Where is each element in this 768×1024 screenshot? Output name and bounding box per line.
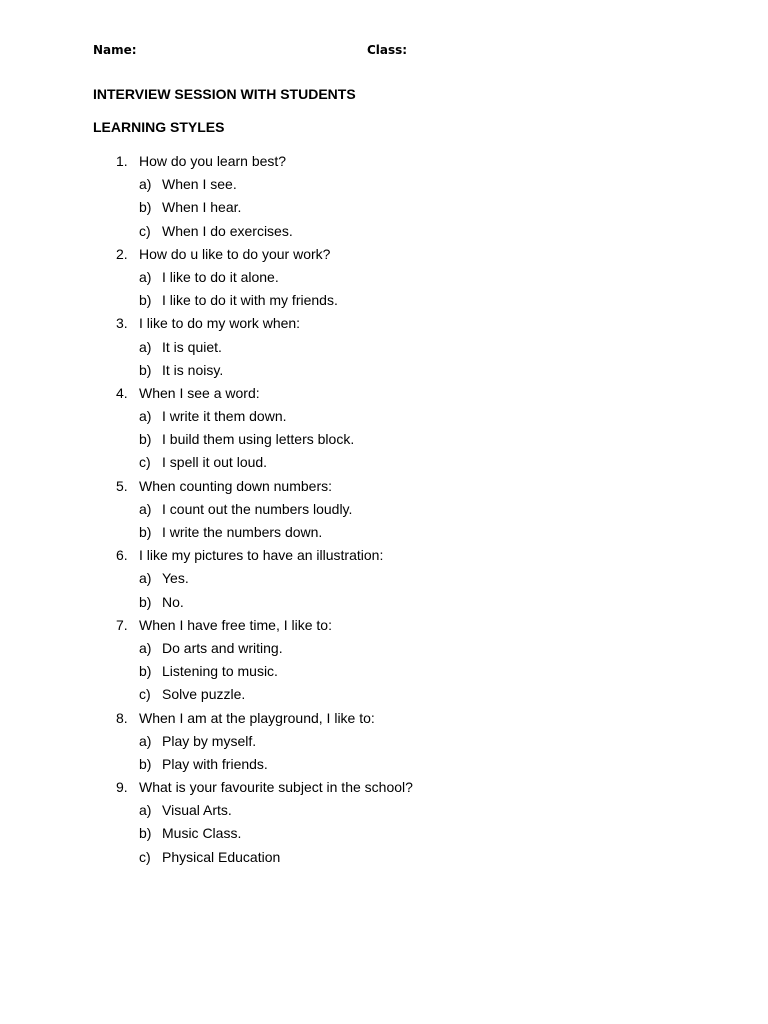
option-text: When I see. (162, 176, 237, 193)
option-text: It is quiet. (162, 338, 222, 355)
answer-option (0, 638, 768, 661)
option-letter: a) (139, 639, 152, 656)
option-text: I like to do it alone. (162, 268, 279, 285)
question-number: 5. (116, 477, 128, 494)
option-text: I write it them down. (162, 408, 287, 425)
option-letter: b) (139, 361, 152, 378)
option-letter: c) (139, 686, 151, 703)
answer-option (0, 731, 768, 754)
question-text: When counting down numbers: (139, 477, 332, 494)
question-item (0, 244, 768, 267)
question-number: 9. (116, 779, 128, 796)
question-number: 6. (116, 547, 128, 564)
header-row (93, 43, 693, 61)
option-text: It is noisy. (162, 361, 224, 378)
option-text: Solve puzzle. (162, 686, 246, 703)
option-text: Do arts and writing. (162, 639, 283, 656)
question-item (0, 151, 768, 174)
answer-option (0, 174, 768, 197)
option-text: Physical Education (162, 848, 281, 865)
document-title: INTERVIEW SESSION WITH STUDENTS (93, 86, 356, 102)
question-number: 8. (116, 709, 128, 726)
answer-option (0, 337, 768, 360)
option-letter: b) (139, 431, 152, 448)
answer-option (0, 661, 768, 684)
option-letter: c) (139, 222, 151, 239)
option-letter: b) (139, 199, 152, 216)
option-text: When I do exercises. (162, 222, 293, 239)
option-text: I build them using letters block. (162, 431, 355, 448)
answer-option (0, 429, 768, 452)
question-item (0, 545, 768, 568)
question-number: 7. (116, 616, 128, 633)
question-item (0, 383, 768, 406)
option-letter: b) (139, 755, 152, 772)
question-number: 2. (116, 245, 128, 262)
option-letter: a) (139, 268, 152, 285)
option-text: No. (162, 593, 184, 610)
option-text: I write the numbers down. (162, 524, 323, 540)
answer-option (0, 360, 768, 383)
option-text: I like to do it with my friends. (162, 292, 338, 309)
option-text: Yes. (162, 570, 189, 587)
section-heading: LEARNING STYLES (93, 119, 225, 135)
question-text: How do u like to do your work? (139, 245, 331, 262)
option-letter: b) (139, 524, 152, 540)
question-list (0, 151, 768, 870)
question-text: When I see a word: (139, 384, 260, 401)
option-text: When I hear. (162, 199, 242, 216)
option-letter: a) (139, 338, 152, 355)
answer-option (0, 823, 768, 846)
option-letter: a) (139, 570, 152, 587)
answer-option (0, 684, 768, 707)
answer-option (0, 568, 768, 591)
option-letter: a) (139, 500, 152, 517)
question-number: 1. (116, 153, 128, 169)
answer-option (0, 847, 768, 870)
name-label: Name: (93, 43, 137, 57)
option-letter: a) (139, 408, 152, 425)
answer-option (0, 290, 768, 313)
answer-option (0, 499, 768, 522)
option-letter: b) (139, 663, 152, 680)
option-text: I count out the numbers loudly. (162, 500, 353, 517)
question-item (0, 615, 768, 638)
question-item (0, 476, 768, 499)
question-text: I like to do my work when: (139, 315, 301, 332)
option-letter: c) (139, 848, 151, 865)
question-item (0, 313, 768, 336)
answer-option (0, 267, 768, 290)
option-letter: b) (139, 593, 152, 610)
option-text: Visual Arts. (162, 802, 232, 819)
answer-option (0, 221, 768, 244)
answer-option (0, 406, 768, 429)
answer-option (0, 452, 768, 475)
option-letter: c) (139, 454, 151, 471)
question-text: When I am at the playground, I like to: (139, 709, 375, 726)
option-text: Listening to music. (162, 663, 278, 680)
answer-option (0, 800, 768, 823)
question-text: I like my pictures to have an illustration: (139, 547, 384, 564)
option-text: I spell it out loud. (162, 454, 268, 471)
option-letter: b) (139, 292, 152, 309)
question-item (0, 777, 768, 800)
option-letter: b) (139, 825, 152, 842)
answer-option (0, 754, 768, 777)
class-label: Class: (367, 43, 408, 57)
option-letter: a) (139, 732, 152, 749)
option-letter: a) (139, 176, 152, 193)
question-text: What is your favourite subject in the school? (139, 779, 413, 796)
question-number: 4. (116, 384, 128, 401)
question-number: 3. (116, 315, 128, 332)
answer-option (0, 197, 768, 220)
answer-option (0, 522, 768, 545)
option-letter: a) (139, 802, 152, 819)
option-text: Music Class. (162, 825, 242, 842)
question-text: When I have free time, I like to: (139, 616, 332, 633)
option-text: Play with friends. (162, 755, 268, 772)
option-text: Play by myself. (162, 732, 257, 749)
answer-option (0, 592, 768, 615)
question-item (0, 708, 768, 731)
question-text: How do you learn best? (139, 153, 287, 169)
